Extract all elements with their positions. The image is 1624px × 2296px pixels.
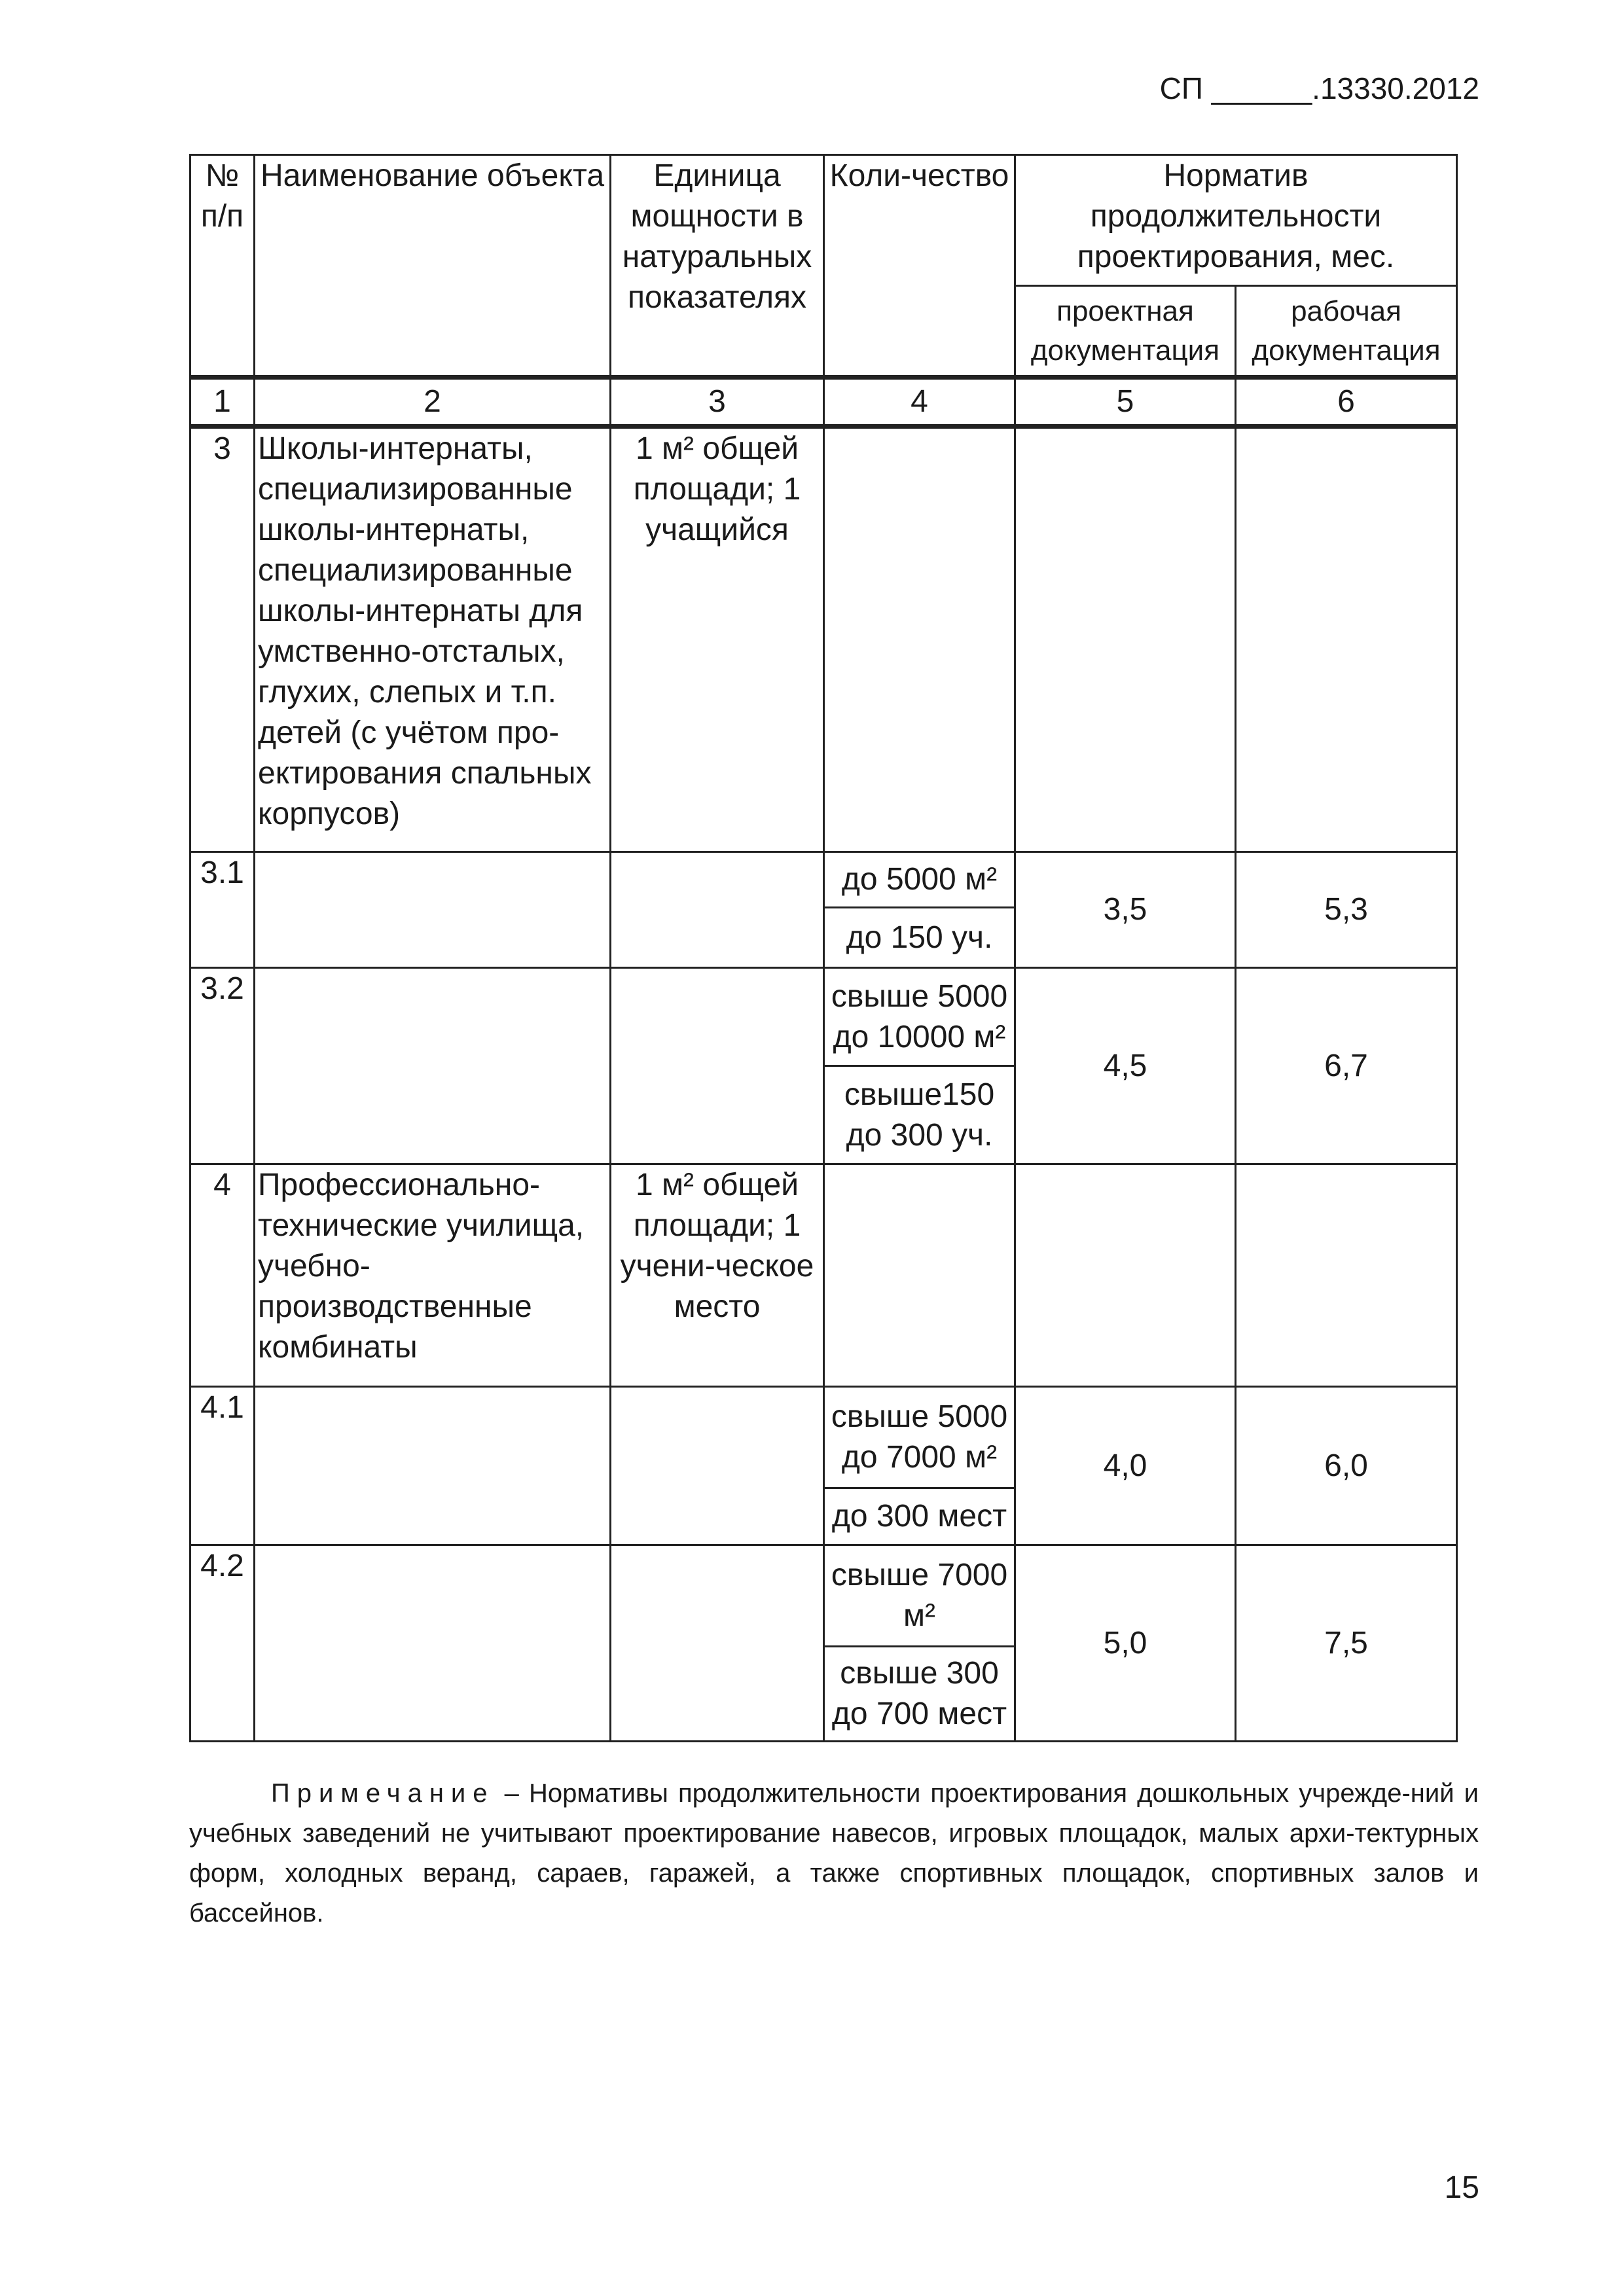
column-number: 2: [255, 378, 611, 427]
quantity-places: до 300 мест: [824, 1488, 1015, 1545]
row-number: 4: [190, 1164, 255, 1387]
column-number-row: [190, 378, 1457, 427]
row-number: 3: [190, 427, 255, 852]
table-row: [190, 1164, 1457, 1387]
header-cell-project-docs: проектная документация: [1015, 286, 1236, 378]
design-duration-norms-table: [189, 154, 1458, 1742]
unit-cell: 1 м² общей площади; 1 учени-ческое место: [611, 1164, 824, 1387]
quantity-area: свыше 5000 до 10000 м²: [824, 968, 1015, 1066]
quantity-area: до 5000 м²: [824, 852, 1015, 908]
quantity-students: до 150 уч.: [824, 908, 1015, 968]
quantity-students: свыше150 до 300 уч.: [824, 1066, 1015, 1164]
object-name: Профессионально-технические училища, учебно-производственные комбинаты: [255, 1164, 611, 1387]
project-docs-value: 3,5: [1015, 852, 1236, 968]
quantity-area: свыше 5000 до 7000 м²: [824, 1387, 1015, 1488]
header-cell-norm: Норматив продолжительности проектирования, мес.: [1015, 155, 1457, 286]
column-number: 1: [190, 378, 255, 427]
project-docs-value: 4,0: [1015, 1387, 1236, 1545]
working-docs-value: 6,0: [1236, 1387, 1457, 1545]
table-row: [190, 1545, 1457, 1647]
quantity-area: свыше 7000 м²: [824, 1545, 1015, 1647]
row-number: 4.2: [190, 1545, 255, 1742]
working-docs-value: 7,5: [1236, 1545, 1457, 1742]
table-row: [190, 852, 1457, 908]
header-cell-quantity: Коли-чество: [824, 155, 1015, 378]
note-label: Примечание: [271, 1779, 495, 1808]
header-cell-number: № п/п: [190, 155, 255, 378]
row-number: 3.1: [190, 852, 255, 968]
project-docs-value: 5,0: [1015, 1545, 1236, 1742]
table-row: [190, 427, 1457, 852]
document-code-header: СП ______.13330.2012: [1159, 71, 1479, 105]
column-number: 5: [1015, 378, 1236, 427]
header-cell-name: Наименование объекта: [255, 155, 611, 378]
working-docs-value: 5,3: [1236, 852, 1457, 968]
table-row: [190, 1387, 1457, 1488]
header-cell-unit: Единица мощности в натуральных показателях: [611, 155, 824, 378]
table-row: [190, 968, 1457, 1066]
column-number: 4: [824, 378, 1015, 427]
page-number: 15: [1444, 2170, 1479, 2205]
object-name: Школы-интернаты, специализированные школы-интернаты, специализированные школы-интернаты для умственно-отсталых, глухих, слепых и т.п. детей (с учётом про-ектирования спальных корпусов): [255, 427, 611, 852]
note-text: – Нормативы продолжительности проектирования дошкольных учрежде-ний и учебных заведений не учитывают проектирование навесов, игровых площадок, малых архи-тектурных форм, холодных веранд, сараев, гаражей, а также спортивных площадок, спортивных залов и бассейнов.: [189, 1779, 1479, 1928]
row-number: 4.1: [190, 1387, 255, 1545]
project-docs-value: 4,5: [1015, 968, 1236, 1164]
unit-cell: 1 м² общей площади; 1 учащийся: [611, 427, 824, 852]
row-number: 3.2: [190, 968, 255, 1164]
table-note: [189, 1774, 1479, 1933]
quantity-places: свыше 300 до 700 мест: [824, 1647, 1015, 1742]
column-number: 6: [1236, 378, 1457, 427]
column-number: 3: [611, 378, 824, 427]
header-cell-working-docs: рабочая документация: [1236, 286, 1457, 378]
working-docs-value: 6,7: [1236, 968, 1457, 1164]
